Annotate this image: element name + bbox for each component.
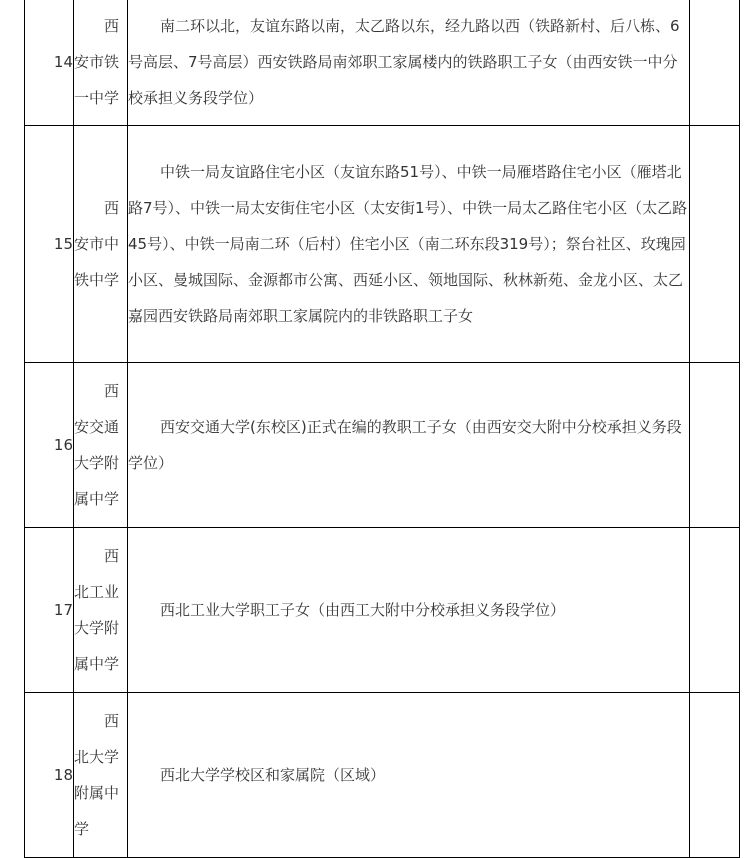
school-name: 西北大学附属中学 [74, 693, 128, 858]
table-row [25, 0, 740, 126]
empty-cell [690, 126, 740, 363]
table-row [25, 363, 740, 528]
row-number: 16 [25, 363, 74, 528]
table-row [25, 528, 740, 693]
school-name: 西安市铁一中学 [74, 0, 128, 126]
empty-cell [690, 363, 740, 528]
empty-cell [690, 693, 740, 858]
empty-cell [690, 0, 740, 126]
school-district-table [24, 0, 740, 858]
row-number: 17 [25, 528, 74, 693]
table-row [25, 693, 740, 858]
table-row [25, 126, 740, 363]
row-number: 15 [25, 126, 74, 363]
school-name: 西北工业大学附属中学 [74, 528, 128, 693]
school-name: 西安交通大学附属中学 [74, 363, 128, 528]
enrollment-area: 西安交通大学(东校区)正式在编的教职工子女（由西安交大附中分校承担义务段学位） [128, 363, 690, 528]
enrollment-area: 西北大学学校区和家属院（区域） [128, 693, 690, 858]
row-number: 14 [25, 0, 74, 126]
row-number: 18 [25, 693, 74, 858]
empty-cell [690, 528, 740, 693]
school-name: 西安市中铁中学 [74, 126, 128, 363]
enrollment-area: 中铁一局友谊路住宅小区（友谊东路51号）、中铁一局雁塔路住宅小区（雁塔北路7号）、中铁一局太安街住宅小区（太安街1号）、中铁一局太乙路住宅小区（太乙路45号）、中铁一局南二环（后村）住宅小区（南二环东段319号）；祭台社区、玫瑰园小区、曼城国际、金源都市公寓、西延小区、领地国际、秋林新苑、金龙小区、太乙嘉园西安铁路局南郊职工家属院内的非铁路职工子女 [128, 126, 690, 363]
enrollment-area: 南二环以北，友谊东路以南，太乙路以东，经九路以西（铁路新村、后八栋、6号高层、7号高层）西安铁路局南郊职工家属楼内的铁路职工子女（由西安铁一中分校承担义务段学位） [128, 0, 690, 126]
enrollment-area: 西北工业大学职工子女（由西工大附中分校承担义务段学位） [128, 528, 690, 693]
